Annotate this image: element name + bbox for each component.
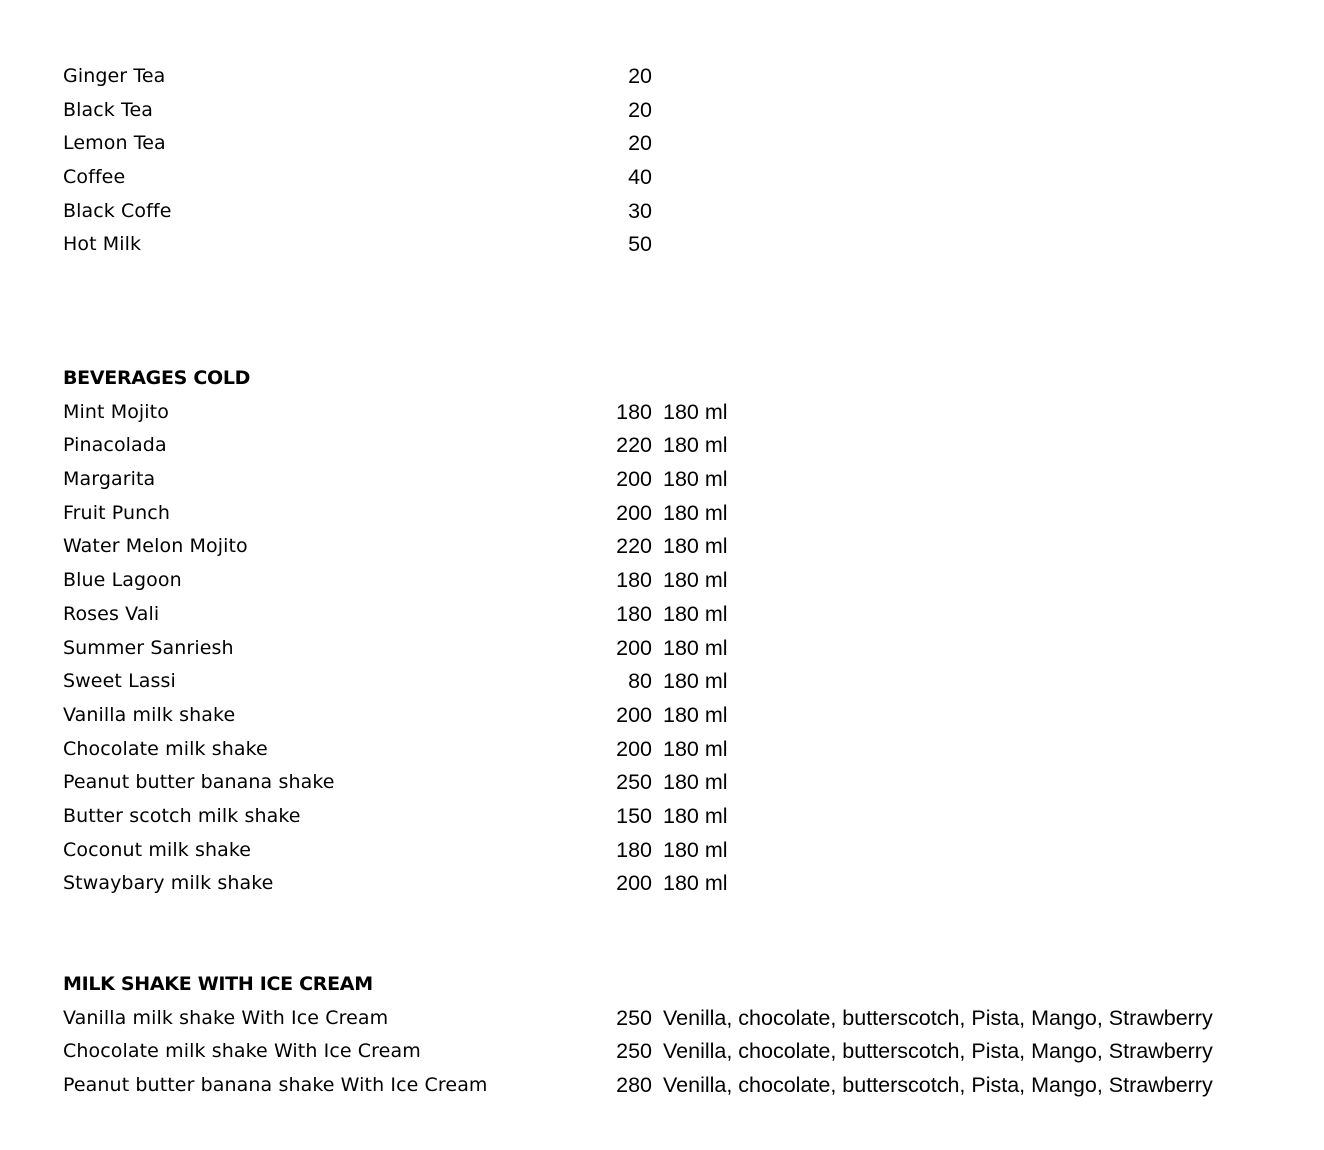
item-price: 250 [616,1005,652,1030]
menu-item [63,598,1303,632]
item-price: 250 [616,1039,652,1064]
menu-item [63,497,1303,531]
item-name: Black Coffe [63,199,172,222]
item-volume: 180 ml [663,399,728,424]
item-name: Summer Sanriesh [63,636,234,659]
item-volume: 180 ml [663,837,728,862]
menu-item [63,1035,1303,1069]
item-price: 220 [616,433,652,458]
menu-item [63,195,1303,229]
item-name: Coconut milk shake [63,838,252,861]
menu-item [63,800,1303,834]
item-name: Butter scotch milk shake [63,804,301,827]
menu-item [63,834,1303,868]
item-price: 200 [616,500,652,525]
menu-item [63,463,1303,497]
item-price: 200 [616,702,652,727]
item-volume: 180 ml [663,803,728,828]
item-name: Coffee [63,166,126,189]
item-name: Mint Mojito [63,400,169,423]
item-name: Lemon Tea [63,132,166,155]
item-price: 40 [628,165,652,190]
item-price: 200 [616,635,652,660]
item-name: Stwaybary milk shake [63,872,274,895]
item-price: 200 [616,736,652,761]
item-price: 20 [628,64,652,88]
item-name: Hot Milk [63,233,142,256]
item-name: Fruit Punch [63,501,170,524]
item-price: 20 [628,97,652,122]
menu-item [63,699,1303,733]
item-price: 180 [616,568,652,593]
item-name: Margarita [63,468,156,491]
section-milk-shake-ice-cream [63,968,1303,1103]
item-price: 220 [616,534,652,559]
item-volume: 180 ml [663,500,728,525]
item-name: Chocolate milk shake With Ice Cream [63,1040,421,1063]
item-flavours: Venilla, chocolate, butterscotch, Pista, Mango, Strawberry [663,1073,1213,1098]
item-price: 280 [616,1073,652,1098]
item-name: Vanilla milk shake [63,703,236,726]
item-price: 20 [628,131,652,156]
item-name: Pinacolada [63,434,167,457]
menu-item [63,1069,1303,1103]
menu-item [63,867,1303,901]
menu-item [63,530,1303,564]
menu-item [63,1002,1303,1036]
menu-item [63,127,1303,161]
menu-item [63,665,1303,699]
item-name: Chocolate milk shake [63,737,268,760]
menu-item [63,564,1303,598]
item-name: Water Melon Mojito [63,535,248,558]
item-price: 180 [616,399,652,424]
item-flavours: Venilla, chocolate, butterscotch, Pista, Mango, Strawberry [663,1005,1213,1030]
item-price: 250 [616,770,652,795]
menu-item [63,161,1303,195]
item-volume: 180 ml [663,635,728,660]
section-beverages-cold [63,362,1303,901]
menu-item [63,60,1303,94]
menu-item [63,632,1303,666]
item-volume: 180 ml [663,736,728,761]
item-volume: 180 ml [663,702,728,727]
item-name: Blue Lagoon [63,569,182,592]
item-price: 50 [628,232,652,257]
item-price: 180 [616,601,652,626]
item-name: Peanut butter banana shake With Ice Cream [63,1074,488,1097]
item-volume: 180 ml [663,669,728,694]
item-price: 80 [628,669,652,694]
section-hot-beverages [63,60,1303,262]
menu-item [63,94,1303,128]
item-flavours: Venilla, chocolate, butterscotch, Pista, Mango, Strawberry [663,1039,1213,1064]
item-volume: 180 ml [663,770,728,795]
item-volume: 180 ml [663,601,728,626]
item-name: Peanut butter banana shake [63,771,335,794]
item-name: Sweet Lassi [63,670,176,693]
item-price: 200 [616,467,652,492]
item-name: Roses Vali [63,602,160,625]
menu-item [63,396,1303,430]
menu-item [63,766,1303,800]
item-name: Ginger Tea [63,65,166,87]
item-name: Vanilla milk shake With Ice Cream [63,1006,389,1029]
item-price: 30 [628,198,652,223]
menu-item [63,228,1303,262]
item-price: 150 [616,803,652,828]
item-volume: 180 ml [663,568,728,593]
menu-item [63,429,1303,463]
item-price: 200 [616,871,652,896]
item-price: 180 [616,837,652,862]
menu-item [63,733,1303,767]
item-volume: 180 ml [663,534,728,559]
item-volume: 180 ml [663,871,728,896]
section-title: MILK SHAKE WITH ICE CREAM [63,973,373,995]
item-volume: 180 ml [663,433,728,458]
item-volume: 180 ml [663,467,728,492]
item-name: Black Tea [63,98,154,121]
section-title: BEVERAGES COLD [63,367,251,389]
